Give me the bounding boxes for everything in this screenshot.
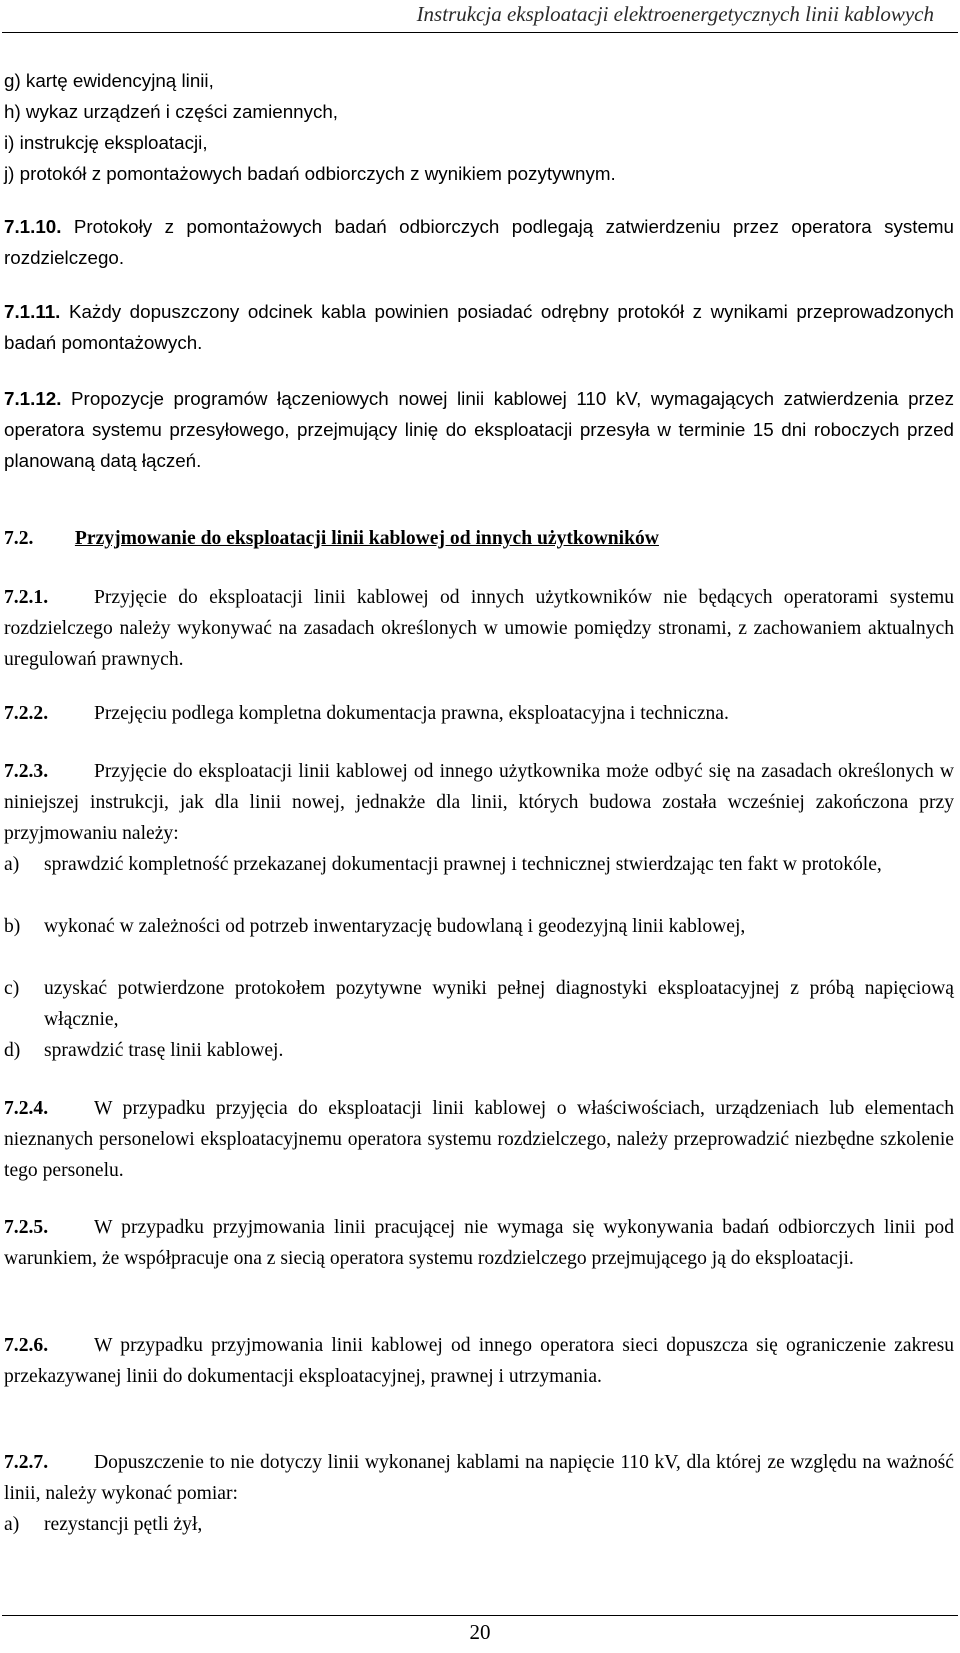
footer-divider — [2, 1615, 958, 1616]
paragraph-text: W przypadku przyjmowania linii pracującej nie wymaga się wykonywania badań odbiorczych linii pod warunkiem, że współpracuje ona z siecią operatora systemu rozdzielczego przejmującego ją do eksploatacji. — [4, 1217, 954, 1269]
paragraph-text: Protokoły z pomontażowych badań odbiorczych podlegają zatwierdzeniu przez operatora systemu rozdzielczego. — [4, 216, 955, 268]
list-item-label: i) — [4, 132, 15, 153]
paragraph-number: 7.1.12. — [4, 388, 62, 409]
list-item-label: h) — [4, 101, 21, 122]
paragraph-number: 7.2.4. — [4, 1098, 49, 1119]
section-heading-7-2 — [4, 523, 954, 554]
list-item-label: b) — [4, 916, 21, 937]
list-item — [4, 96, 954, 127]
list-item-label: c) — [4, 978, 20, 999]
paragraph-text: Propozycje programów łączeniowych nowej linii kablowej 110 kV, wymagających zatwierdzenia przez operatora systemu przesyłowego, przejmujący linię do eksploatacji przesyła w terminie 15 dni roboczych przed planowaną datą łączeń. — [4, 388, 955, 471]
list-item — [4, 911, 954, 942]
header-divider — [2, 32, 958, 33]
list-item-label: a) — [4, 854, 20, 875]
list-item — [4, 1509, 954, 1540]
paragraph-text: W przypadku przyjęcia do eksploatacji linii kablowej o właściwościach, urządzeniach lub elementach nieznanych personelowi eksploatacyjnemu operatora systemu rozdzielczego, należy przeprowadzić niezbędne szkolenie tego personelu. — [4, 1098, 954, 1181]
list-item — [4, 65, 954, 96]
running-header — [0, 0, 960, 32]
paragraph-number: 7.2.3. — [4, 761, 49, 782]
list-item-label: g) — [4, 70, 21, 91]
list-item — [4, 158, 954, 189]
section-number: 7.2. — [4, 528, 34, 549]
paragraph-number: 7.1.11. — [4, 301, 61, 322]
section-title: Przyjmowanie do eksploatacji linii kablowej od innych użytkowników — [74, 528, 659, 549]
paragraph-7-2-7 — [4, 1447, 954, 1509]
paragraph-7-1-12 — [4, 383, 954, 476]
list-item-text: kartę ewidencyjną linii, — [25, 70, 214, 91]
paragraph-text: Dopuszczenie to nie dotyczy linii wykonanej kablami na napięcie 110 kV, dla której ze względu na ważność linii, należy wykonać pomiar: — [4, 1452, 954, 1504]
list-item-text: wykaz urządzeń i części zamiennych, — [25, 101, 339, 122]
paragraph-text: Każdy dopuszczony odcinek kabla powinien posiadać odrębny protokół z wynikami przeprowadzonych badań pomontażowych. — [4, 301, 955, 353]
list-item-text: sprawdzić trasę linii kablowej. — [44, 1040, 284, 1061]
running-header-title: Instrukcja eksploatacji elektroenergetycznych linii kablowych — [416, 2, 934, 26]
paragraph-number: 7.2.5. — [4, 1217, 49, 1238]
paragraph-7-2-6 — [4, 1330, 954, 1392]
list-item-label: j) — [4, 163, 15, 184]
list-item-label: a) — [4, 1514, 20, 1535]
paragraph-7-2-5 — [4, 1212, 954, 1274]
list-item — [4, 1035, 954, 1066]
list-item — [4, 849, 954, 880]
list-item-text: protokół z pomontażowych badań odbiorczych z wynikiem pozytywnym. — [19, 163, 616, 184]
paragraph-7-2-2 — [4, 698, 954, 729]
paragraph-number: 7.2.2. — [4, 703, 49, 724]
paragraph-7-1-11 — [4, 296, 954, 358]
paragraph-7-1-10 — [4, 211, 954, 273]
paragraph-number: 7.2.1. — [4, 587, 49, 608]
list-item-text: uzyskać potwierdzone protokołem pozytywne wyniki pełnej diagnostyki eksploatacyjnej z próbą napięciową włącznie, — [44, 978, 954, 1030]
paragraph-7-2-1 — [4, 582, 954, 675]
list-item-text: instrukcję eksploatacji, — [19, 132, 208, 153]
page-number: 20 — [469, 1620, 491, 1644]
list-item-text: rezystancji pętli żył, — [44, 1514, 203, 1535]
paragraph-7-2-3 — [4, 756, 954, 849]
paragraph-text: Przejęciu podlega kompletna dokumentacja prawna, eksploatacyjna i techniczna. — [94, 703, 729, 724]
paragraph-text: Przyjęcie do eksploatacji linii kablowej od innych użytkowników nie będących operatorami systemu rozdzielczego należy wykonywać na zasadach określonych w umowie pomiędzy stronami, z zachowaniem aktualnych uregulowań prawnych. — [4, 587, 954, 670]
list-item-text: sprawdzić kompletność przekazanej dokumentacji prawnej i technicznej stwierdzając ten fakt w protokóle, — [44, 854, 882, 875]
paragraph-text: W przypadku przyjmowania linii kablowej od innego operatora sieci dopuszcza się ograniczenie zakresu przekazywanej linii do dokumentacji eksploatacyjnej, prawnej i utrzymania. — [4, 1335, 954, 1387]
paragraph-7-2-4 — [4, 1093, 954, 1186]
list-item-label: d) — [4, 1040, 21, 1061]
list-item — [4, 127, 954, 158]
paragraph-number: 7.1.10. — [4, 216, 62, 237]
paragraph-number: 7.2.6. — [4, 1335, 49, 1356]
list-item — [4, 973, 954, 1035]
list-item-text: wykonać w zależności od potrzeb inwentaryzację budowlaną i geodezyjną linii kablowej, — [44, 916, 746, 937]
paragraph-number: 7.2.7. — [4, 1452, 49, 1473]
paragraph-text: Przyjęcie do eksploatacji linii kablowej od innego użytkownika może odbyć się na zasadach określonych w niniejszej instrukcji, jak dla linii nowej, jednakże dla linii, których budowa została wcześniej zakończona przy przyjmowaniu należy: — [4, 761, 954, 844]
